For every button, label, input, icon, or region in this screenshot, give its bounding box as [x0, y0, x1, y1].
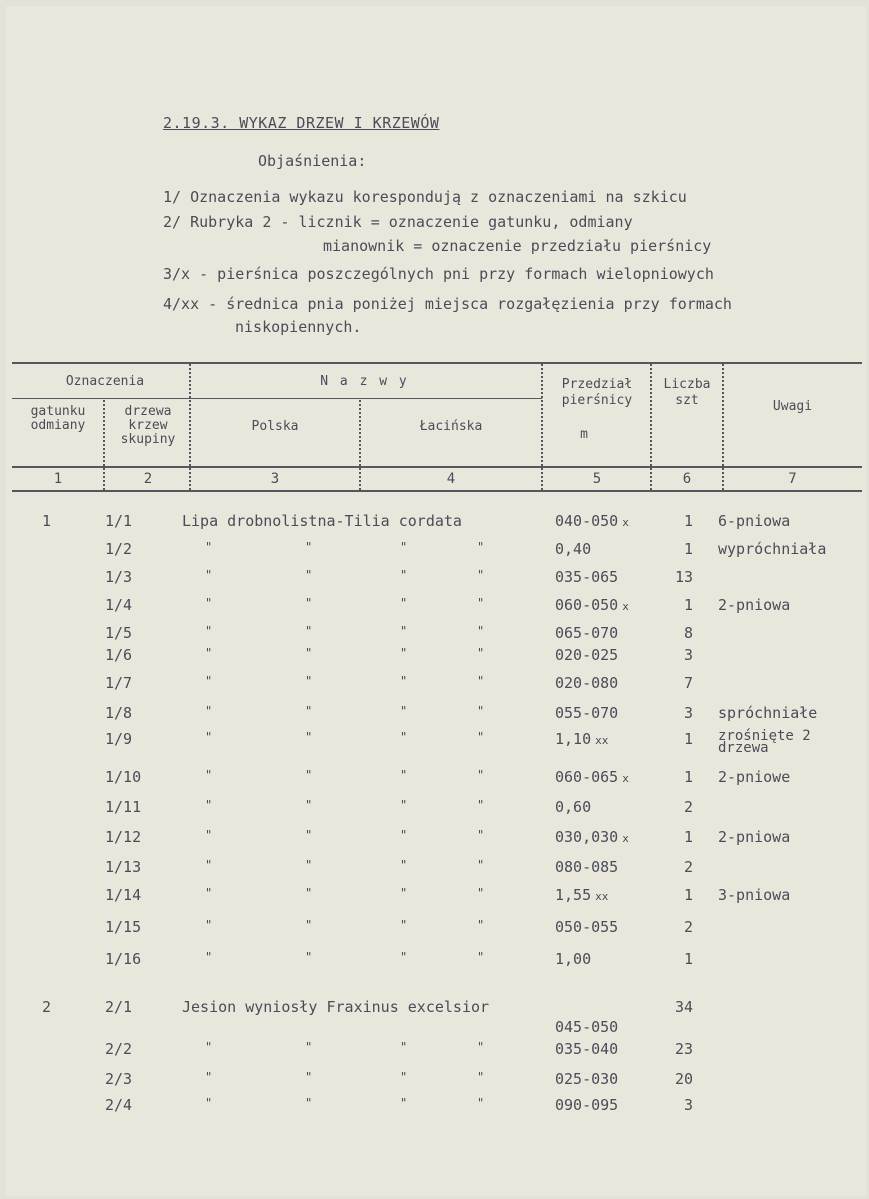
tree-designation: 1/14 [105, 886, 142, 904]
count: 1 [683, 512, 693, 530]
diameter-range: 025-030 [555, 1070, 619, 1088]
ditto-mark: " [305, 798, 313, 812]
species-name: Lipa drobnolistna-Tilia cordata [182, 512, 462, 530]
diameter-range: 055-070 [555, 704, 619, 722]
header-mid-rule [12, 398, 542, 399]
ditto-mark: " [305, 1070, 313, 1084]
ditto-mark: " [205, 1070, 213, 1084]
ditto-mark: " [477, 1096, 485, 1110]
tree-designation: 1/3 [105, 568, 133, 586]
ditto-mark: " [400, 918, 408, 932]
diameter-mark: x [622, 516, 629, 529]
count: 23 [674, 1040, 693, 1058]
ditto-mark: " [400, 568, 408, 582]
diameter-range: 1,10 xx [555, 730, 609, 748]
ditto-mark: " [400, 1096, 408, 1110]
col-divider-6 [722, 364, 724, 490]
ditto-mark: " [305, 1096, 313, 1110]
count: 2 [683, 918, 693, 936]
ditto-mark: " [400, 858, 408, 872]
ditto-mark: " [477, 1040, 485, 1054]
header-bottom-rule [12, 466, 862, 468]
ditto-mark: " [400, 704, 408, 718]
ditto-mark: " [477, 646, 485, 660]
species-name: Jesion wyniosły Fraxinus excelsior [182, 998, 490, 1016]
col-number-5: 5 [592, 471, 602, 487]
tree-designation: 2/4 [105, 1096, 133, 1114]
ditto-mark: " [400, 798, 408, 812]
ditto-mark: " [305, 730, 313, 744]
diameter-range: 020-080 [555, 674, 619, 692]
header-uwagi: Uwagi [772, 399, 813, 414]
explanations-heading: Objaśnienia: [258, 152, 367, 170]
diameter-range: 050-055 [555, 918, 619, 936]
remarks: spróchniałe [718, 704, 818, 722]
diameter-range: 035-040 [555, 1040, 619, 1058]
ditto-mark: " [400, 886, 408, 900]
header-polska: Polska [251, 419, 299, 434]
tree-designation: 1/9 [105, 730, 133, 748]
diameter-range: 080-085 [555, 858, 619, 876]
diameter-range: 065-070 [555, 624, 619, 642]
tree-designation: 2/2 [105, 1040, 133, 1058]
ditto-mark: " [400, 596, 408, 610]
ditto-mark: " [477, 798, 485, 812]
diameter-range: 090-095 [555, 1096, 619, 1114]
ditto-mark: " [477, 950, 485, 964]
ditto-mark: " [400, 646, 408, 660]
ditto-mark: " [205, 1096, 213, 1110]
note-2: 2/ Rubryka 2 - licznik = oznaczenie gatunku, odmiany [163, 213, 633, 231]
diameter-range: 040-050 x [555, 512, 629, 530]
ditto-mark: " [477, 858, 485, 872]
header-skupiny: skupiny [120, 432, 176, 447]
ditto-mark: " [205, 730, 213, 744]
ditto-mark: " [205, 624, 213, 638]
count: 2 [683, 798, 693, 816]
ditto-mark: " [305, 768, 313, 782]
ditto-mark: " [205, 950, 213, 964]
ditto-mark: " [477, 704, 485, 718]
diameter-range: 020-025 [555, 646, 619, 664]
tree-designation: 1/7 [105, 674, 133, 692]
species-number: 2 [42, 998, 52, 1016]
ditto-mark: " [205, 674, 213, 688]
ditto-mark: " [205, 704, 213, 718]
remarks: 2-pniowe [718, 768, 791, 786]
tree-designation: 1/6 [105, 646, 133, 664]
numbers-bottom-rule [12, 490, 862, 492]
ditto-mark: " [400, 730, 408, 744]
header-top-rule [12, 362, 862, 364]
count: 20 [674, 1070, 693, 1088]
remarks: 3-pniowa [718, 886, 791, 904]
ditto-mark: " [477, 540, 485, 554]
count: 7 [683, 674, 693, 692]
ditto-mark: " [400, 828, 408, 842]
header-liczba: Liczba [663, 377, 711, 392]
ditto-mark: " [400, 1040, 408, 1054]
ditto-mark: " [305, 674, 313, 688]
header-lacinska: Łacińska [419, 419, 483, 434]
diameter-range: 045-050 [555, 1018, 619, 1036]
header-piersnicy: pierśnicy [561, 393, 633, 408]
ditto-mark: " [305, 918, 313, 932]
col-divider-4 [541, 364, 543, 490]
col-number-3: 3 [270, 471, 280, 487]
ditto-mark: " [205, 568, 213, 582]
ditto-mark: " [477, 596, 485, 610]
note-4: 4/xx - średnica pnia poniżej miejsca rozgałęzienia przy formach [163, 295, 732, 313]
diameter-mark: x [622, 832, 629, 845]
ditto-mark: " [305, 704, 313, 718]
ditto-mark: " [477, 918, 485, 932]
ditto-mark: " [205, 828, 213, 842]
count: 13 [674, 568, 693, 586]
count: 1 [683, 540, 693, 558]
ditto-mark: " [305, 828, 313, 842]
ditto-mark: " [305, 950, 313, 964]
ditto-mark: " [205, 858, 213, 872]
ditto-mark: " [205, 768, 213, 782]
ditto-mark: " [205, 596, 213, 610]
ditto-mark: " [305, 886, 313, 900]
ditto-mark: " [205, 918, 213, 932]
tree-designation: 1/16 [105, 950, 142, 968]
diameter-mark: xx [595, 734, 609, 747]
note-1: 1/ Oznaczenia wykazu korespondują z oznaczeniami na szkicu [163, 188, 687, 206]
diameter-range: 0,60 [555, 798, 592, 816]
tree-designation: 1/10 [105, 768, 142, 786]
ditto-mark: " [205, 1040, 213, 1054]
species-number: 1 [42, 512, 52, 530]
diameter-range: 060-065 x [555, 768, 629, 786]
header-przedzial: Przedział [561, 377, 633, 392]
ditto-mark: " [205, 540, 213, 554]
ditto-mark: " [305, 540, 313, 554]
header-gatunku: gatunku [30, 404, 86, 419]
ditto-mark: " [477, 1070, 485, 1084]
header-nazwy: N a z w y [320, 374, 409, 389]
col-number-6: 6 [682, 471, 692, 487]
count: 3 [683, 704, 693, 722]
tree-designation: 1/1 [105, 512, 133, 530]
col-number-4: 4 [446, 471, 456, 487]
header-szt: szt [675, 393, 699, 408]
ditto-mark: " [400, 768, 408, 782]
ditto-mark: " [305, 568, 313, 582]
tree-designation: 1/8 [105, 704, 133, 722]
col-number-7: 7 [788, 471, 797, 487]
count: 1 [683, 950, 693, 968]
ditto-mark: " [400, 1070, 408, 1084]
count: 1 [683, 828, 693, 846]
count: 34 [674, 998, 693, 1016]
tree-designation: 1/15 [105, 918, 142, 936]
diameter-mark: x [622, 772, 629, 785]
remarks: 2-pniowa [718, 596, 791, 614]
ditto-mark: " [305, 624, 313, 638]
col-number-1: 1 [53, 471, 63, 487]
tree-designation: 1/11 [105, 798, 142, 816]
ditto-mark: " [205, 646, 213, 660]
count: 2 [683, 858, 693, 876]
diameter-range: 1,55 xx [555, 886, 609, 904]
count: 8 [683, 624, 693, 642]
diameter-range: 035-065 [555, 568, 619, 586]
ditto-mark: " [477, 730, 485, 744]
ditto-mark: " [477, 674, 485, 688]
tree-designation: 1/4 [105, 596, 133, 614]
count: 3 [683, 1096, 693, 1114]
ditto-mark: " [477, 828, 485, 842]
ditto-mark: " [305, 646, 313, 660]
tree-designation: 1/5 [105, 624, 133, 642]
ditto-mark: " [305, 596, 313, 610]
diameter-range: 0,40 [555, 540, 592, 558]
diameter-range: 060-050 x [555, 596, 629, 614]
tree-designation: 2/3 [105, 1070, 133, 1088]
diameter-mark: x [622, 600, 629, 613]
diameter-range: 030,030 x [555, 828, 629, 846]
ditto-mark: " [205, 798, 213, 812]
tree-designation: 1/12 [105, 828, 142, 846]
tree-designation: 2/1 [105, 998, 133, 1016]
ditto-mark: " [477, 624, 485, 638]
diameter-mark: xx [595, 890, 609, 903]
section-heading: 2.19.3. WYKAZ DRZEW I KRZEWÓW [163, 114, 440, 132]
ditto-mark: " [400, 624, 408, 638]
note-4-continued: niskopiennych. [235, 318, 362, 336]
remarks: 2-pniowa [718, 828, 791, 846]
header-krzew: krzew [128, 418, 168, 433]
tree-designation: 1/2 [105, 540, 133, 558]
diameter-range: 1,00 [555, 950, 592, 968]
ditto-mark: " [477, 768, 485, 782]
count: 1 [683, 596, 693, 614]
header-drzewa: drzewa [124, 404, 172, 419]
ditto-mark: " [477, 886, 485, 900]
note-3: 3/x - pierśnica poszczególnych pni przy formach wielopniowych [163, 265, 714, 283]
ditto-mark: " [400, 674, 408, 688]
header-unit-m: m [580, 427, 588, 442]
col-number-2: 2 [143, 471, 153, 487]
tree-designation: 1/13 [105, 858, 142, 876]
ditto-mark: " [400, 950, 408, 964]
count: 3 [683, 646, 693, 664]
remarks: wypróchniała [718, 540, 827, 558]
count: 1 [683, 768, 693, 786]
note-2-continued: mianownik = oznaczenie przedziału pierśnicy [323, 237, 712, 255]
ditto-mark: " [400, 540, 408, 554]
remarks: zrośnięte 2 drzewa [718, 728, 811, 756]
remarks: 6-pniowa [718, 512, 791, 530]
ditto-mark: " [205, 886, 213, 900]
count: 1 [683, 730, 693, 748]
header-oznaczenia: Oznaczenia [65, 374, 145, 389]
col-divider-3 [359, 400, 361, 490]
ditto-mark: " [477, 568, 485, 582]
header-odmiany: odmiany [30, 418, 86, 433]
ditto-mark: " [305, 858, 313, 872]
ditto-mark: " [305, 1040, 313, 1054]
count: 1 [683, 886, 693, 904]
